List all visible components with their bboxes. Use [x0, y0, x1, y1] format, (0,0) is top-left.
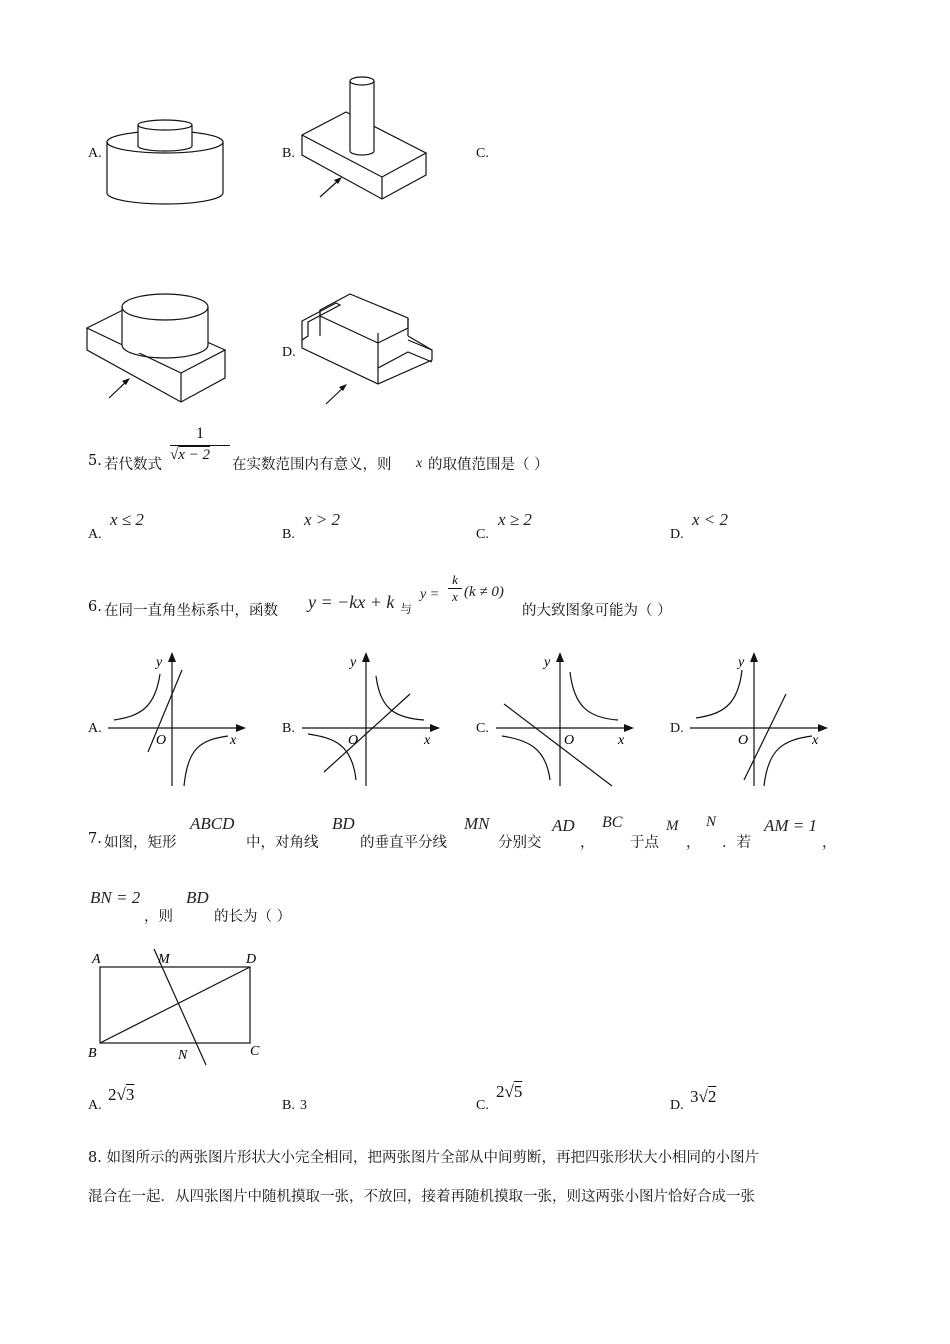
q7-d-coef: 3 [690, 1087, 699, 1106]
q7-option-b-value: 3 [300, 1098, 307, 1113]
q5-option-b-label: B. [282, 527, 295, 542]
q7-text-3: 的垂直平分线 [360, 835, 447, 851]
q6-option-a-label: A. [88, 721, 102, 736]
q7-text-5: ， [580, 835, 595, 851]
q5-fraction: 1 √x − 2 [170, 425, 230, 464]
q8-line-1: 8. 如图所示的两张图片形状大小完全相同，把两张图片全部从中间剪断，再把四张形状大小相同的小图片 [88, 1150, 759, 1166]
q7-label-a: A [92, 952, 101, 967]
q7-label-c: C [250, 1044, 260, 1059]
q7-a-rad: 3 [125, 1085, 135, 1104]
q7-text-4: 分别交 [498, 835, 542, 851]
q6-graph-c [488, 648, 638, 788]
q6-option-b-label: B. [282, 721, 295, 736]
q7-math-bn: BN = 2 [90, 888, 141, 907]
q7-text-1: 如图，矩形 [104, 835, 177, 851]
q6c-y-axis-label: y [544, 655, 551, 670]
q7-math-bd-2: BD [186, 888, 209, 907]
q5-stem-middle: 在实数范围内有意义，则 [232, 457, 392, 473]
q7-option-c-value: 2√5 [496, 1082, 523, 1101]
q7-option-c-label: C. [476, 1098, 489, 1113]
q4-option-c-label: C. [476, 146, 489, 161]
q7-c-rad: 5 [513, 1082, 523, 1101]
q7-rectangle-figure [84, 945, 274, 1067]
q7-label-m: M [158, 952, 170, 967]
q6-f2-den: x [448, 588, 462, 605]
q7-text-11: 的长为（ ） [214, 909, 292, 925]
q6-function-2-fraction [448, 572, 462, 605]
q6d-x-axis-label: x [812, 733, 819, 748]
q6a-origin-label: O [156, 733, 167, 748]
q7-math-mn: MN [464, 814, 490, 833]
q7-number: 7. [88, 831, 102, 847]
q5-frac-num: 1 [196, 425, 204, 442]
q6-stem-prefix: 在同一直角坐标系中，函数 [104, 603, 278, 619]
q4-figure-c [84, 290, 234, 405]
q6-option-d-label: D. [670, 721, 684, 736]
q5-variable: x [416, 456, 423, 471]
q5-option-c-label: C. [476, 527, 489, 542]
q7-text-2: 中，对角线 [246, 835, 319, 851]
q7-math-ad: AD [552, 816, 575, 835]
q5-option-d-label: D. [670, 527, 684, 542]
q7-math-bd: BD [332, 814, 355, 833]
q7-math-bc: BC [602, 814, 623, 831]
q7-a-coef: 2 [108, 1085, 117, 1104]
q6d-y-axis-label: y [738, 655, 745, 670]
q5-number: 5. [88, 453, 102, 469]
q7-label-d: D [246, 952, 257, 967]
q7-d-rad: 2 [707, 1087, 717, 1106]
q8-line-2: 混合在一起．从四张图片中随机摸取一张，不放回，接着再随机摸取一张，则这两张小图片恰好合成一张 [88, 1189, 755, 1205]
q4-figure-d [298, 288, 438, 408]
q6a-x-axis-label: x [230, 733, 237, 748]
q7-option-d-value: 3√2 [690, 1087, 717, 1106]
q7-math-m: M [666, 818, 679, 834]
q4-figure-a [100, 115, 230, 210]
q7-text-6: 于点 [630, 835, 659, 851]
q6a-y-axis-label: y [156, 655, 163, 670]
q6-function-1: y = −kx + k [308, 592, 395, 612]
q4-option-a-label: A. [88, 146, 102, 161]
q7-text-7: ， [686, 835, 701, 851]
q6-function-2-cond: (k ≠ 0) [464, 584, 504, 600]
q7-math-n: N [706, 814, 717, 830]
q6b-x-axis-label: x [424, 733, 431, 748]
q7-math-abcd: ABCD [190, 814, 235, 833]
q7-label-b: B [88, 1046, 97, 1061]
q5-option-a-label: A. [88, 527, 102, 542]
q6-stem-and: 与 [400, 602, 413, 616]
q7-option-d-label: D. [670, 1098, 684, 1113]
q6-f2-num: k [452, 572, 458, 587]
q7-option-a-label: A. [88, 1098, 102, 1113]
q4-option-d-label: D. [282, 345, 296, 360]
q6-graph-b [294, 648, 444, 788]
q6-stem-suffix: 的大致图象可能为（ ） [522, 603, 672, 619]
q6-graph-a [100, 648, 250, 788]
q6-graph-d [682, 648, 832, 788]
q5-option-c-expr: x ≥ 2 [498, 510, 532, 529]
q6-number: 6. [88, 599, 102, 615]
q5-option-a-expr: x ≤ 2 [110, 510, 144, 529]
q5-stem-suffix: 的取值范围是（ ） [428, 457, 549, 473]
q7-text-9: ， [822, 835, 837, 851]
q4-figure-b [298, 75, 438, 210]
q7-label-n: N [178, 1048, 188, 1063]
q6c-origin-label: O [564, 733, 575, 748]
q5-frac-den: x − 2 [178, 447, 211, 463]
q7-option-b-label: B. [282, 1098, 295, 1113]
q5-option-b-expr: x > 2 [304, 510, 341, 529]
q4-option-b-label: B. [282, 146, 295, 161]
q6-option-c-label: C. [476, 721, 489, 736]
q6b-y-axis-label: y [350, 655, 357, 670]
q6c-x-axis-label: x [618, 733, 625, 748]
q7-c-coef: 2 [496, 1082, 505, 1101]
q6d-origin-label: O [738, 733, 749, 748]
q7-math-am: AM = 1 [764, 816, 818, 835]
q7-text-10: ，则 [144, 909, 173, 925]
q7-text-8: ．若 [722, 835, 751, 851]
q7-option-a-value: 2√3 [108, 1085, 135, 1104]
q6-function-2-lhs: y = [420, 587, 440, 602]
q5-option-d-expr: x < 2 [692, 510, 729, 529]
q6b-origin-label: O [348, 733, 359, 748]
q5-stem-prefix: 若代数式 [104, 457, 162, 473]
